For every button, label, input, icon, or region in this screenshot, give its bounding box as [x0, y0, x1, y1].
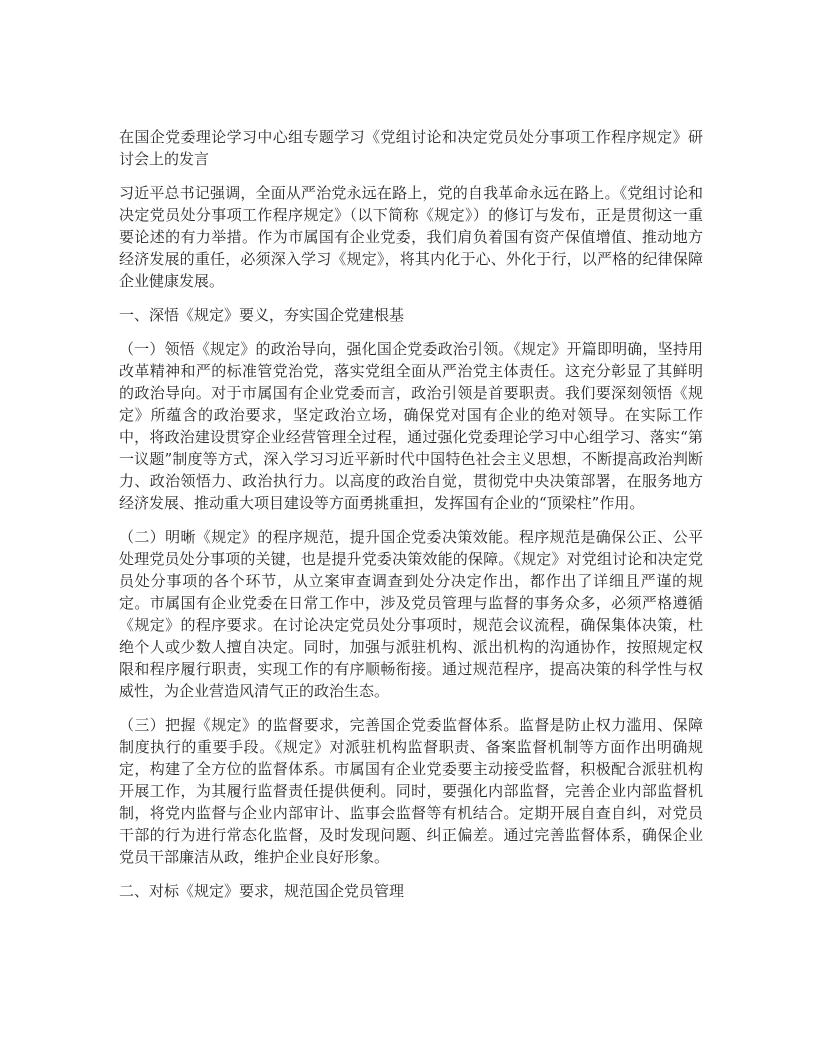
- section-1-paragraph-2: （二）明晰《规定》的程序规范，提升国企党委决策效能。程序规范是确保公正、公平处理党员处分事项的关键，也是提升党委决策效能的保障。《规定》对党组讨论和决定党员处分事项的各个环节，从立案审查调查到处分决定作出，都作出了详细且严谨的规定。市属国有企业党委在日常工作中，涉及党员管理与监督的事务众多，必须严格遵循《规定》的程序要求。在讨论决定党员处分事项时，规范会议流程，确保集体决策，杜绝个人或少数人擅自决定。同时，加强与派驻机构、派出机构的沟通协作，按照规定权限和程序履行职责，实现工作的有序顺畅衔接。通过规范程序，提高决策的科学性与权威性，为企业营造风清气正的政治生态。: [119, 528, 703, 700]
- document-title: 在国企党委理论学习中心组专题学习《党组讨论和决定党员处分事项工作程序规定》研讨会上的发言: [119, 128, 703, 168]
- section-1-paragraph-1: （一）领悟《规定》的政治导向，强化国企党委政治引领。《规定》开篇即明确，坚持用改革精神和严的标准管党治党，落实党组全面从严治党主体责任。这充分彰显了其鲜明的政治导向。对于市属国有企业党委而言，政治引领是首要职责。我们要深刻领悟《规定》所蕴含的政治要求，坚定政治立场，确保党对国有企业的绝对领导。在实际工作中，将政治建设贯穿企业经营管理全过程，通过强化党委理论学习中心组学习、落实“第一议题”制度等方式，深入学习习近平新时代中国特色社会主义思想，不断提高政治判断力、政治领悟力、政治执行力。以高度的政治自觉，贯彻党中央决策部署，在服务地方经济发展、推动重大项目建设等方面勇挑重担，发挥国有企业的“顶梁柱”作用。: [119, 340, 703, 512]
- intro-paragraph: 习近平总书记强调，全面从严治党永远在路上，党的自我革命永远在路上。《党组讨论和决定党员处分事项工作程序规定》（以下简称《规定》）的修订与发布，正是贯彻这一重要论述的有力举措。作为市属国有企业党委，我们肩负着国有资产保值增值、推动地方经济发展的重任，必须深入学习《规定》，将其内化于心、外化于行，以严格的纪律保障企业健康发展。: [119, 184, 703, 290]
- document-body: [119, 126, 703, 914]
- section-1-heading: 一、深悟《规定》要义，夯实国企党建根基: [119, 306, 405, 324]
- section-1-paragraph-3: （三）把握《规定》的监督要求，完善国企党委监督体系。监督是防止权力滥用、保障制度执行的重要手段。《规定》对派驻机构监督职责、备案监督机制等方面作出明确规定，构建了全方位的监督体系。市属国有企业党委要主动接受监督，积极配合派驻机构开展工作，为其履行监督责任提供便利。同时，要强化内部监督，完善企业内部监督机制，将党内监督与企业内部审计、监事会监督等有机结合。定期开展自查自纠，对党员干部的行为进行常态化监督，及时发现问题、纠正偏差。通过完善监督体系，确保企业党员干部廉洁从政，维护企业良好形象。: [119, 716, 703, 866]
- section-2-heading: 二、对标《规定》要求，规范国企党员管理: [119, 882, 405, 900]
